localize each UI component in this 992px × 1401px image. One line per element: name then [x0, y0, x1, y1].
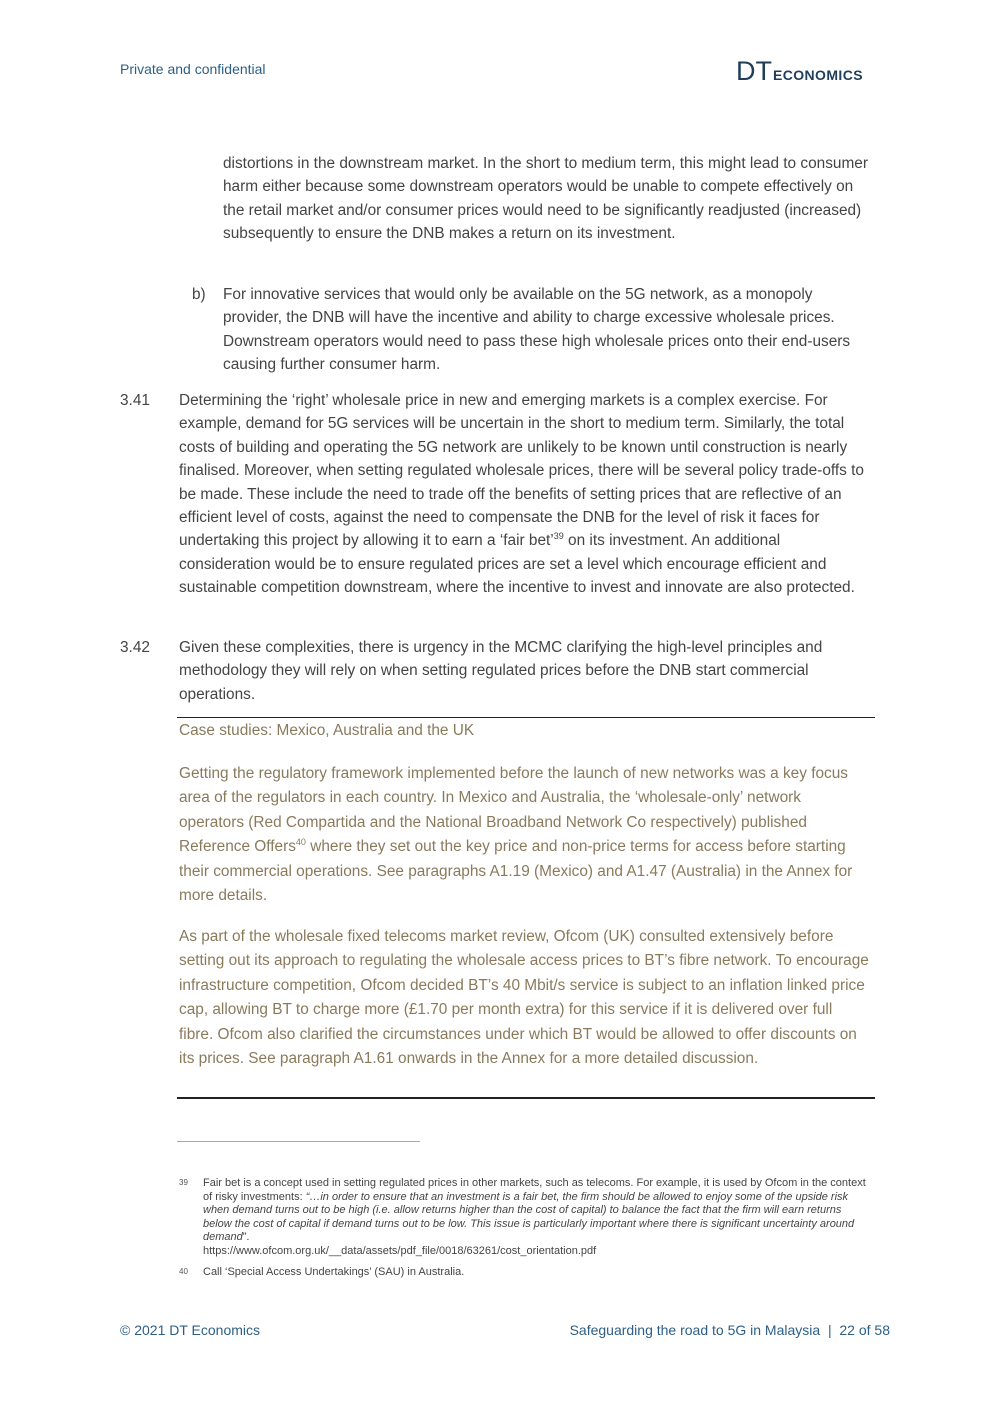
- footnote-separator: [177, 1141, 420, 1142]
- item-a-continuation: distortions in the downstream market. In the short to medium term, this might lead to consumer harm either because some downstream operators would be unable to compete effectively on the retail market and/or consumer prices would need to be significantly readjusted (increased) subsequently to ensure the DNB makes a return on its investment.: [223, 155, 868, 243]
- logo-economics: ECONOMICS: [773, 67, 863, 83]
- logo-dt: DT: [736, 56, 772, 86]
- footnote-39: [203, 1177, 873, 1259]
- paragraph-3-41: [179, 389, 873, 600]
- footer-report-info: [570, 1322, 890, 1338]
- footer-report-title: Safeguarding the road to 5G in Malaysia: [569, 1322, 821, 1338]
- paragraph-number-3-41: 3.41: [120, 392, 150, 409]
- footnote-40-number: 40: [179, 1267, 188, 1276]
- footnote-39-url[interactable]: https://www.ofcom.org.uk/__data/assets/pdf_file/0018/63261/cost_orientation.pdf: [203, 1244, 597, 1257]
- dt-economics-logo: [736, 56, 863, 87]
- paragraph-number-3-42: 3.42: [120, 639, 150, 656]
- footnote-39-quote: “…in order to ensure that an investment is a fair bet, the firm should be allowed to enjoy some of the upside risk when demand turns out to be high (i.e. allow returns higher than the cost of capital) to balance the fact that the firm will earn returns below the cost of capital if demand turns out to be low. This issue is particularly important where there is significant uncertainty around demand: [203, 1190, 855, 1244]
- case-box-bottom-rule: [177, 1097, 875, 1099]
- case-box-top-rule: [177, 717, 875, 718]
- case-box-p1-text-a: Getting the regulatory framework implemented before the launch of new networks was a key focus area of the regulators in each country. In Mexico and Australia, the ‘wholesale-only’ network operators (Red Compartida and the National Broadband Network Co respectively) published Reference Offers: [179, 765, 848, 856]
- case-box-paragraph-1: [179, 762, 869, 908]
- paragraph-3-42: Given these complexities, there is urgency in the MCMC clarifying the high-level principles and methodology they will rely on when setting regulated prices before the DNB start commercial operations.: [179, 639, 823, 703]
- case-box-paragraph-2: As part of the wholesale fixed telecoms market review, Ofcom (UK) consulted extensively before setting out its approach to regulating the wholesale access prices to BT’s fibre network. To encourage infrastructure competition, Ofcom decided BT’s 40 Mbit/s service is subject to an inflation linked price cap, allowing BT to charge more (£1.70 per month extra) for this service if it is delivered over full fibre. Ofcom also clarified the circumstances under which BT would be allowed to offer discounts on its prices. See paragraph A1.61 onwards in the Annex for a more detailed discussion.: [179, 928, 869, 1068]
- item-b-label: b): [192, 286, 206, 303]
- footer-copyright: © 2021 DT Economics: [120, 1322, 261, 1338]
- confidentiality-label: Private and confidential: [120, 61, 266, 77]
- footnote-39-quote-end: ”.: [242, 1231, 250, 1244]
- footer-separator: |: [827, 1322, 832, 1338]
- footer-page-number: 22 of 58: [839, 1322, 890, 1338]
- footnote-ref-39[interactable]: 39: [553, 531, 564, 542]
- paragraph-3-41-text-a: Determining the ‘right’ wholesale price in new and emerging markets is a complex exercise. For example, demand for 5G services will be uncertain in the short to medium term. Similarly, the total costs of building and operating the 5G network are unlikely to be known until construction is nearly finalised. Moreover, when setting regulated wholesale prices, there will be several policy trade-offs to be made. These include the need to trade off the benefits of setting prices that are reflective of an efficient level of costs, against the need to compensate the DNB for the level of risk it faces for undertaking this project by allowing it to earn a ‘fair bet’: [179, 392, 864, 550]
- footnote-39-number: 39: [179, 1178, 188, 1187]
- item-b-text: For innovative services that would only be available on the 5G network, as a monopoly provider, the DNB will have the incentive and ability to charge excessive wholesale prices. Downstream operators would need to pass these high wholesale prices onto their end-users causing further consumer harm.: [223, 286, 851, 374]
- case-box-p1-text-b: where they set out the key price and non-price terms for access before starting their commercial operations. See paragraphs A1.19 (Mexico) and A1.47 (Australia) in the Annex for more details.: [179, 838, 853, 905]
- paragraph-3-41-text-b: on its investment. An additional consideration would be to ensure regulated prices are set a level which encourage efficient and sustainable competition downstream, where the incentive to invest and innovate are also protected.: [179, 532, 855, 597]
- footnote-40-text: Call ‘Special Access Undertakings’ (SAU) in Australia.: [203, 1266, 465, 1278]
- footnote-39-text: Fair bet is a concept used in setting regulated prices in other markets, such as telecoms. For example, it is used by Ofcom in the context of risky investments:: [203, 1177, 866, 1203]
- footnote-ref-40[interactable]: 40: [295, 837, 306, 848]
- case-box-title: Case studies: Mexico, Australia and the UK: [179, 722, 475, 739]
